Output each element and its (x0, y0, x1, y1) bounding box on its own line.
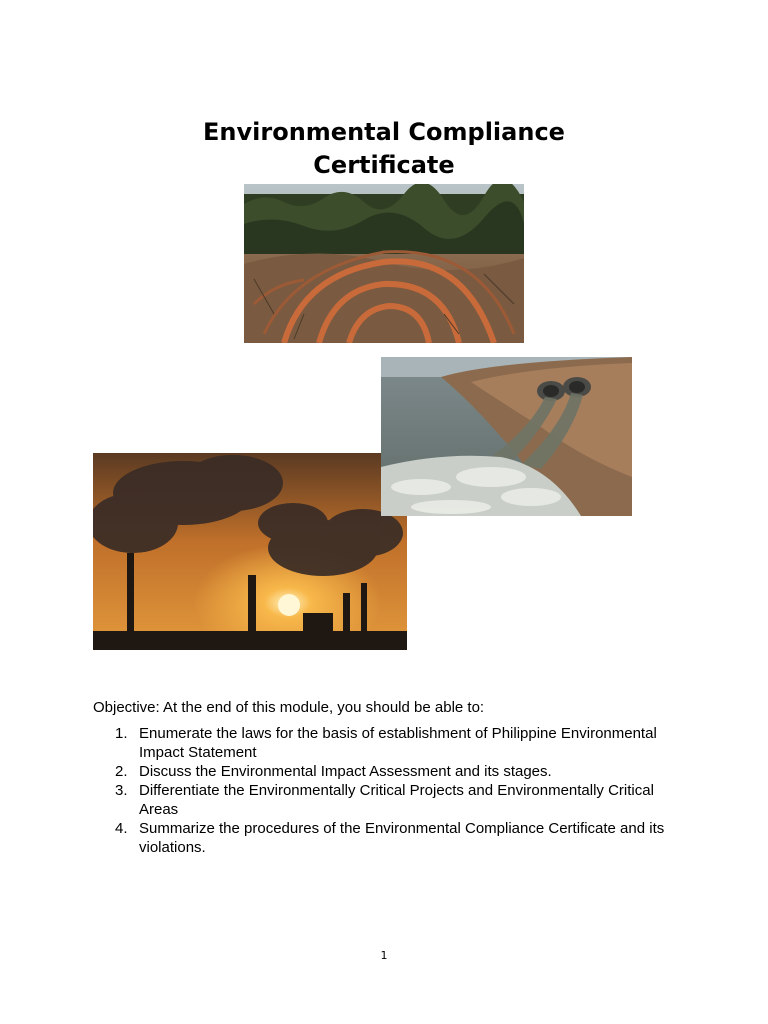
list-item (93, 762, 693, 781)
list-item-number: 1. (115, 725, 128, 742)
objectives-list (93, 724, 693, 857)
list-item-text: Summarize the procedures of the Environmental Compliance Certificate and its violations. (139, 820, 665, 856)
list-item-number: 4. (115, 820, 128, 837)
wastewater-pipes-photo (381, 357, 632, 516)
list-item-text: Differentiate the Environmentally Critical Projects and Environmentally Critical Areas (139, 782, 654, 818)
list-item-number: 3. (115, 782, 128, 799)
factory-smoke-photo (93, 453, 407, 650)
page-title (0, 116, 768, 182)
title-line-1: Environmental Compliance (203, 118, 565, 146)
list-item-number: 2. (115, 763, 128, 780)
list-item (93, 724, 693, 762)
deforestation-photo (244, 184, 524, 343)
title-line-2: Certificate (313, 151, 455, 179)
objective-intro: Objective: At the end of this module, you should be able to: (93, 699, 485, 716)
list-item-text: Discuss the Environmental Impact Assessment and its stages. (139, 763, 552, 780)
list-item (93, 781, 693, 819)
page-number: 1 (380, 949, 388, 962)
list-item (93, 819, 693, 857)
list-item-text: Enumerate the laws for the basis of establishment of Philippine Environmental Impact Statement (139, 725, 657, 761)
